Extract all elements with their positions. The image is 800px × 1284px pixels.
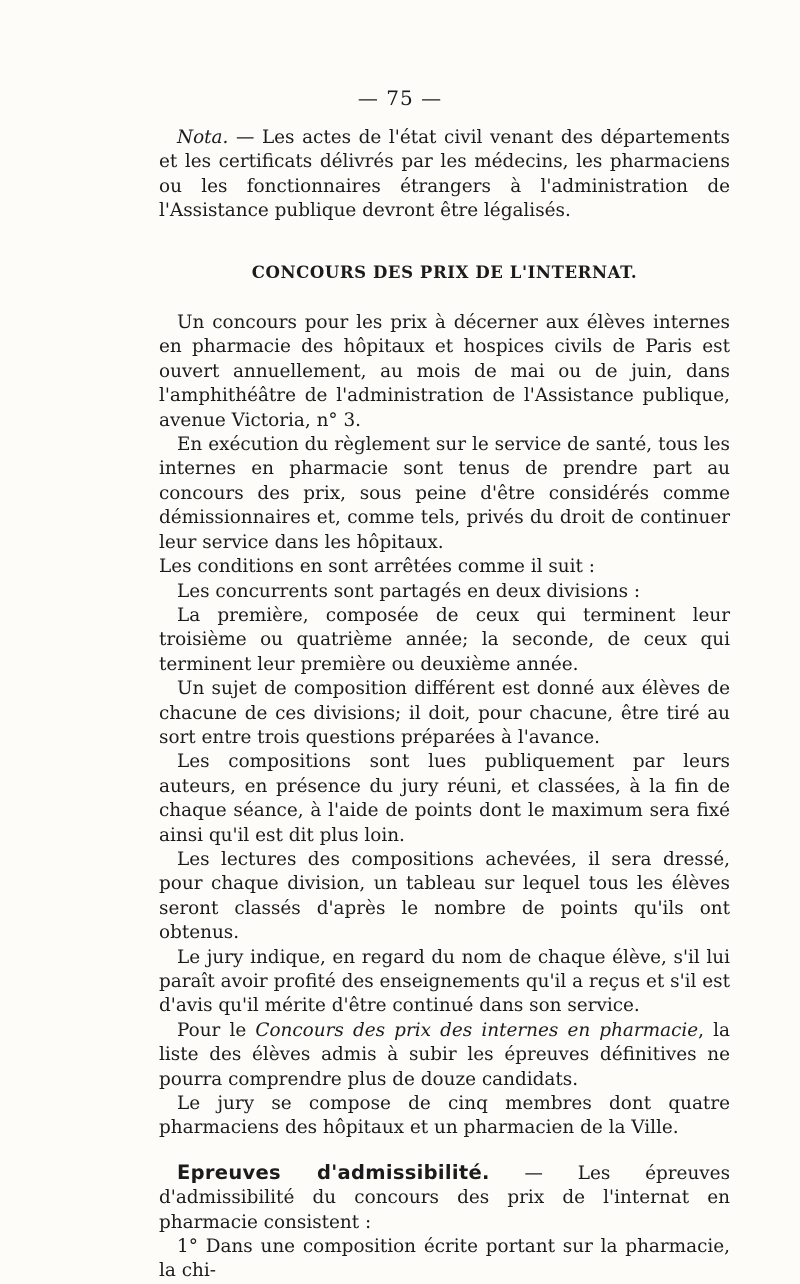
spacer bbox=[159, 1141, 730, 1161]
section-heading: CONCOURS DES PRIX DE L'INTERNAT. bbox=[251, 262, 638, 282]
pour-le-suffix: , la liste des élèves admis à subir les épreuves définitives ne pourra comprendre plus de douze candidats. bbox=[159, 1019, 730, 1090]
paragraph: Les compositions sont lues publiquement par leurs auteurs, en présence du jury réuni, et classées, à la fin de chaque séance, à l'aide de points dont le maximum sera fixé ainsi qu'il est dit plus loin. bbox=[159, 751, 730, 846]
paragraph: Un concours pour les prix à décerner aux élèves internes en pharmacie des hôpitaux et hospices civils de Paris est ouvert annuellement, au mois de mai ou de juin, dans l'amphithéâtre de l'administration de l'Assistance publique, avenue Victoria, n° 3. bbox=[159, 312, 730, 431]
pour-le-prefix: Pour le bbox=[177, 1019, 256, 1041]
paragraph: Le jury indique, en regard du nom de chaque élève, s'il lui paraît avoir profité des enseignements qu'il a reçus et s'il est d'avis qu'il mérite d'être continué dans son service. bbox=[159, 946, 730, 1017]
pour-le-italic: Concours des prix des internes en pharmacie bbox=[255, 1019, 699, 1041]
paragraph: En exécution du règlement sur le service de santé, tous les internes en pharmacie sont tenus de prendre part au concours des prix, sous peine d'être considérés comme démissionnaires et, comme tels, privés du droit de continuer leur service dans les hôpitaux. bbox=[159, 434, 730, 553]
admissibilite-paragraph bbox=[159, 1161, 730, 1235]
nota-label: Nota. bbox=[177, 127, 229, 148]
admissibilite-text: — Les épreuves d'admissibilité du concours des prix de l'internat en pharmacie consistent : bbox=[159, 1162, 731, 1233]
nota-text: — Les actes de l'état civil venant des départements et les certificats délivrés par les médecins, les pharmaciens ou les fonctionnaires étrangers à l'administration de l'Assistance publique devront être légalisés. bbox=[159, 127, 730, 222]
paragraph: Les conditions en sont arrêtées comme il suit : bbox=[159, 556, 595, 578]
pour-le-paragraph bbox=[159, 1019, 730, 1092]
nota-paragraph bbox=[159, 126, 730, 224]
paragraph: Les concurrents sont partagés en deux divisions : bbox=[177, 580, 641, 602]
admissibilite-item-1: 1° Dans une composition écrite portant sur la pharmacie, la chi- bbox=[159, 1236, 730, 1282]
page-number: — 75 — bbox=[357, 86, 443, 110]
admissibilite-title: Epreuves d'admissibilité. bbox=[177, 1160, 490, 1184]
paragraph: Les lectures des compositions achevées, il sera dressé, pour chaque division, un tableau sur lequel tous les élèves seront classés d'après le nombre de points qu'ils ont obtenus. bbox=[159, 848, 730, 944]
page-body bbox=[159, 126, 730, 1284]
paragraph: Un sujet de composition différent est donné aux élèves de chacune de ces divisions; il doit, pour chacune, être tiré au sort entre trois questions préparées à l'avance. bbox=[159, 678, 730, 748]
jury-paragraph: Le jury se compose de cinq membres dont quatre pharmaciens des hôpitaux et un pharmacien de la Ville. bbox=[159, 1093, 730, 1139]
paragraph: La première, composée de ceux qui terminent leur troisième ou quatrième année; la seconde, de ceux qui terminent leur première ou deuxième année. bbox=[159, 604, 730, 675]
